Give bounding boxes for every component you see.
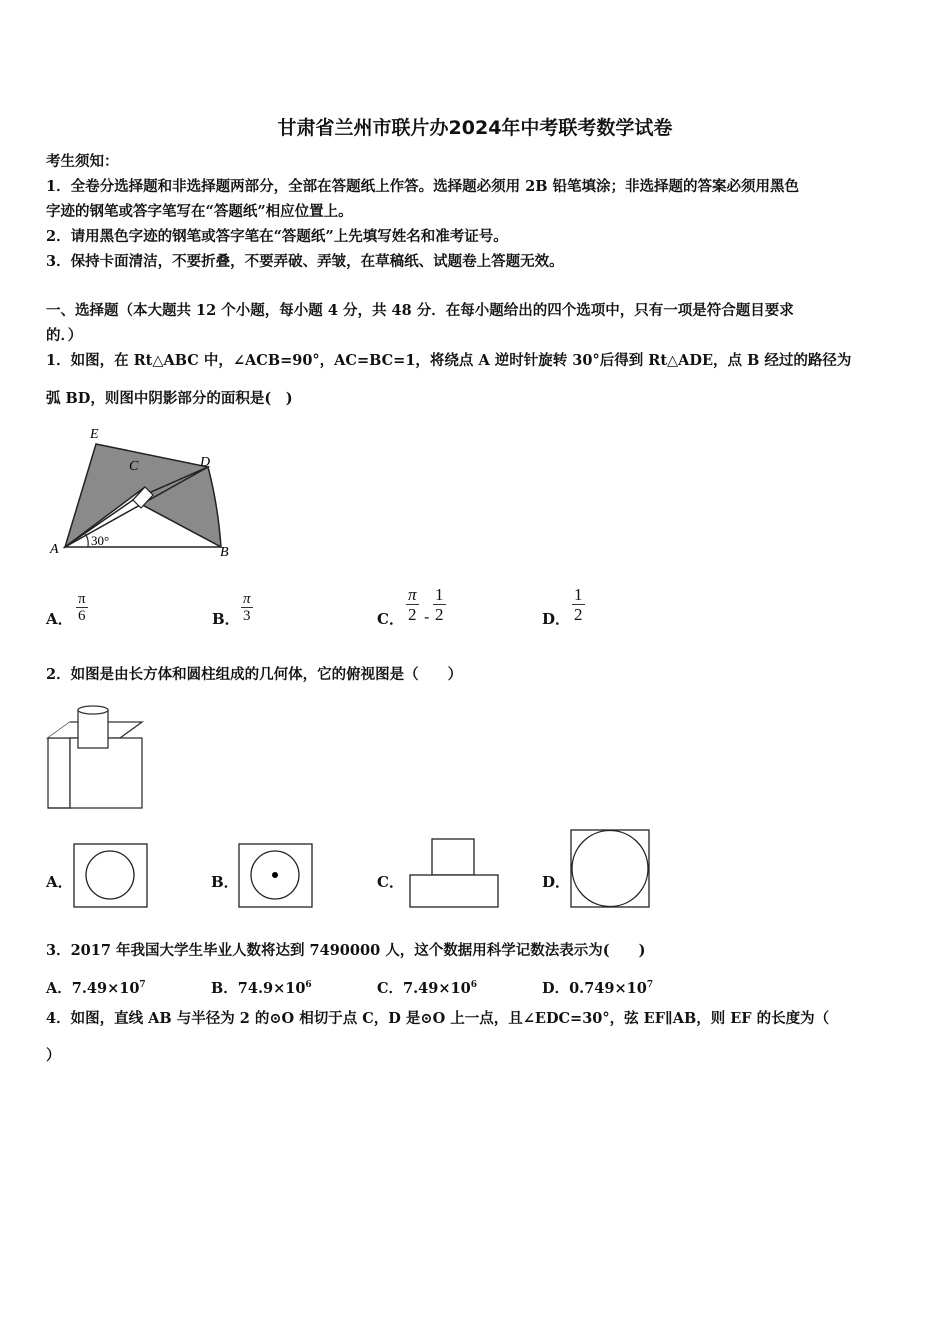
q2-option-b-label[interactable]: B．	[211, 873, 239, 891]
page-title: 甘肃省兰州市联片办2024年中考联考数学试卷	[277, 117, 673, 139]
q2-option-c-label[interactable]: C．	[377, 873, 404, 891]
option-label: C．	[377, 979, 404, 997]
q1-option-a-label[interactable]: A．	[46, 610, 73, 628]
question-2-solid-figure	[44, 704, 148, 812]
mantissa: 7.49×10	[71, 979, 140, 997]
notice-item-1-cont: 字迹的钢笔或答字笔写在“答题纸”相应位置上。	[46, 203, 353, 220]
q2-option-d-label[interactable]: D．	[542, 873, 571, 891]
q2-option-b-figure	[238, 843, 313, 908]
q2-option-d-figure	[570, 829, 651, 909]
numerator: π	[78, 591, 86, 607]
q1-option-d-label[interactable]: D．	[542, 610, 571, 628]
q3-option-d[interactable]	[542, 975, 653, 999]
mantissa: 74.9×10	[237, 979, 306, 997]
numerator: π	[408, 585, 417, 604]
q3-option-c[interactable]	[377, 975, 477, 999]
q1-option-c-fraction-2	[433, 585, 446, 624]
option-label: D．	[542, 979, 570, 997]
q1-option-c-label[interactable]: C．	[377, 610, 404, 628]
notice-item-3: 3．保持卡面清洁，不要折叠，不要弄破、弄皱，在草稿纸、试题卷上答题无效。	[46, 253, 564, 270]
question-1-stem-cont: 弧 BD，则图中阴影部分的面积是( )	[46, 390, 293, 407]
label-a: A	[50, 542, 59, 557]
q2-option-a-figure	[73, 843, 148, 908]
q3-option-b[interactable]	[211, 975, 312, 999]
exponent: 7	[646, 980, 654, 990]
q1-option-b-label[interactable]: B．	[212, 610, 240, 628]
q1-option-a-fraction	[76, 591, 88, 624]
denominator: 2	[408, 605, 417, 624]
numerator: π	[243, 591, 251, 607]
q1-option-b-fraction	[241, 591, 253, 624]
q2-option-c-figure	[408, 838, 502, 909]
notice-item-2: 2．请用黑色字迹的钢笔或答字笔在“答题纸”上先填写姓名和准考证号。	[46, 228, 508, 245]
q1-option-c-fraction-1	[406, 585, 419, 624]
q2-option-a-label[interactable]: A．	[46, 873, 73, 891]
question-4-stem-cont: ）	[46, 1047, 61, 1064]
denominator: 2	[435, 605, 444, 624]
denominator: 6	[78, 608, 86, 624]
label-c: C	[129, 459, 139, 474]
option-label: A．	[46, 979, 72, 997]
numerator: 1	[574, 585, 583, 604]
angle-label: 30°	[91, 533, 110, 548]
mantissa: 0.749×10	[569, 979, 647, 997]
q3-option-a[interactable]	[46, 975, 146, 999]
section-heading-cont: 的．）	[46, 327, 83, 344]
denominator: 3	[243, 608, 251, 624]
question-3-stem: 3．2017 年我国大学生毕业人数将达到 7490000 人，这个数据用科学记数法表示为( )	[46, 942, 646, 959]
exponent: 6	[305, 980, 312, 990]
section-heading: 一、选择题（本大题共 12 个小题，每小题 4 分，共 48 分．在每小题给出的四个选项中，只有一项是符合题目要求	[46, 302, 794, 319]
numerator: 1	[435, 585, 444, 604]
notice-item-1: 1．全卷分选择题和非选择题两部分，全部在答题纸上作答。选择题必须用 2B 铅笔填涂；非选择题的答案必须用黑色	[46, 178, 800, 195]
option-label: B．	[211, 979, 238, 997]
question-1-figure	[40, 420, 250, 565]
q1-option-d-fraction	[572, 585, 585, 624]
label-b: B	[220, 545, 229, 560]
exponent: 7	[139, 980, 146, 990]
exponent: 6	[470, 980, 477, 990]
mantissa: 7.49×10	[403, 979, 471, 997]
denominator: 2	[574, 605, 583, 624]
notice-heading: 考生须知：	[46, 153, 119, 170]
question-4-stem: 4．如图，直线 AB 与半径为 2 的⊙O 相切于点 C，D 是⊙O 上一点，且∠EDC=30°，弦 EF∥AB，则 EF 的长度为（	[46, 1010, 830, 1027]
minus-sign: -	[424, 607, 430, 626]
question-2-stem: 2．如图是由长方体和圆柱组成的几何体，它的俯视图是（ ）	[46, 666, 463, 683]
label-d: D	[200, 455, 211, 470]
label-e: E	[90, 427, 99, 442]
question-1-stem: 1．如图，在 Rt△ABC 中，∠ACB=90°，AC=BC=1，将绕点 A 逆时针旋转 30°后得到 Rt△ADE，点 B 经过的路径为	[46, 352, 852, 369]
